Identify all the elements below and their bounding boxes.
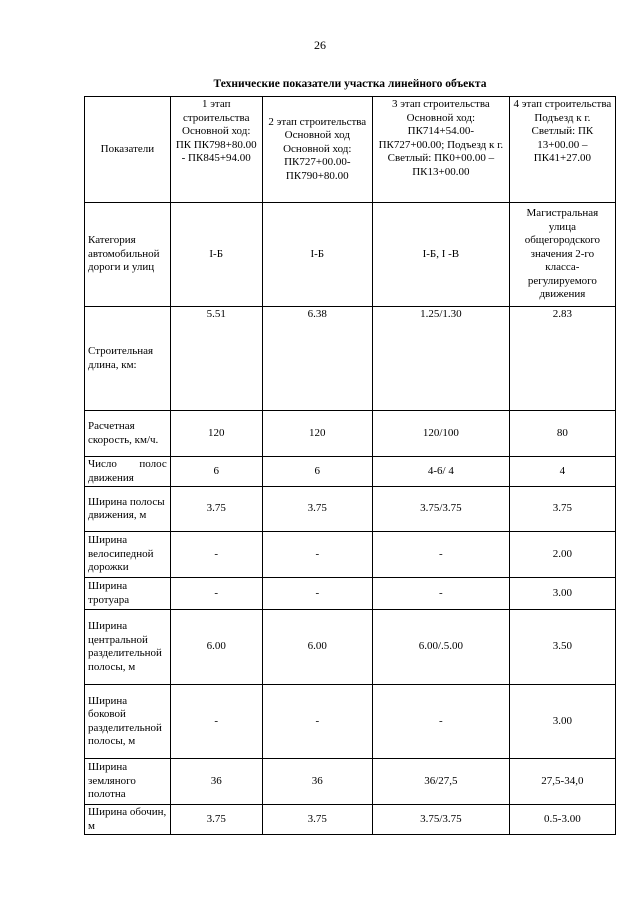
table-cell: 5.51 <box>170 307 262 411</box>
table-cell: 2.00 <box>509 532 615 578</box>
table-cell: I-Б <box>262 203 372 307</box>
header-stage-1: 1 этап строительства Основной ход: ПК ПК798+80.00 - ПК845+94.00 <box>170 97 262 203</box>
table-cell: 0.5-3.00 <box>509 805 615 835</box>
row-label: Число полос движения <box>85 457 171 487</box>
table-row <box>85 532 616 578</box>
table-cell: 6.00/.5.00 <box>372 610 509 685</box>
table-cell: - <box>372 685 509 759</box>
table-row <box>85 759 616 805</box>
table-cell: - <box>170 685 262 759</box>
table-row <box>85 457 616 487</box>
table-cell: 3.75 <box>170 805 262 835</box>
table-cell: 3.75 <box>262 487 372 532</box>
row-label: Строительная длина, км: <box>85 307 171 411</box>
table-cell: 3.75 <box>262 805 372 835</box>
table-row <box>85 307 616 411</box>
table-cell: 6 <box>262 457 372 487</box>
row-label: Ширина центральной разделительной полосы, м <box>85 610 171 685</box>
table-cell: 6 <box>170 457 262 487</box>
table-cell: I-Б <box>170 203 262 307</box>
header-stage-3: 3 этап строительства Основной ход: ПК714+54.00-ПК727+00.00; Подъезд к г. Светлый: ПК0+00.00 – ПК13+00.00 <box>372 97 509 203</box>
table-cell: 120 <box>262 411 372 457</box>
table-row <box>85 487 616 532</box>
table-cell: - <box>262 685 372 759</box>
table-cell: 3.50 <box>509 610 615 685</box>
table-row <box>85 685 616 759</box>
table-cell: 27,5-34,0 <box>509 759 615 805</box>
table-cell: 3.00 <box>509 685 615 759</box>
table-cell: 36 <box>170 759 262 805</box>
row-label: Категория автомобильной дороги и улиц <box>85 203 171 307</box>
table-cell: 3.75 <box>509 487 615 532</box>
table-cell: - <box>170 578 262 610</box>
row-label: Ширина боковой разделительной полосы, м <box>85 685 171 759</box>
table-cell: - <box>262 532 372 578</box>
table-cell: 1.25/1.30 <box>372 307 509 411</box>
table-cell: 3.75/3.75 <box>372 805 509 835</box>
row-label: Ширина обочин, м <box>85 805 171 835</box>
table-cell: 3.00 <box>509 578 615 610</box>
technical-indicators-table <box>84 96 616 835</box>
table-cell: - <box>262 578 372 610</box>
table-cell: - <box>170 532 262 578</box>
table-cell: 4 <box>509 457 615 487</box>
row-label: Ширина полосы движения, м <box>85 487 171 532</box>
table-row <box>85 578 616 610</box>
table-cell: 120 <box>170 411 262 457</box>
table-cell: 36/27,5 <box>372 759 509 805</box>
table-row <box>85 805 616 835</box>
table-header-row <box>85 97 616 203</box>
row-label: Ширина тротуара <box>85 578 171 610</box>
table-cell: - <box>372 532 509 578</box>
table-cell: 3.75 <box>170 487 262 532</box>
table-cell: - <box>372 578 509 610</box>
table-cell: I-Б, I -В <box>372 203 509 307</box>
row-label: Ширина земляного полотна <box>85 759 171 805</box>
header-stage-2: 2 этап строительства Основной ход Основной ход: ПК727+00.00-ПК790+80.00 <box>262 97 372 203</box>
header-stage-4: 4 этап строительства Подъезд к г. Светлый: ПК 13+00.00 – ПК41+27.00 <box>509 97 615 203</box>
row-label: Ширина велосипедной дорожки <box>85 532 171 578</box>
table-cell: 6.00 <box>262 610 372 685</box>
table-row <box>85 610 616 685</box>
table-row <box>85 411 616 457</box>
page-number: 26 <box>314 38 326 52</box>
table-cell: 6.00 <box>170 610 262 685</box>
table-cell: Магистральная улица общегородского значения 2-го класса-регулируемого движения <box>509 203 615 307</box>
table-title: Технические показатели участка линейного объекта <box>213 78 487 90</box>
table-cell: 6.38 <box>262 307 372 411</box>
table-cell: 120/100 <box>372 411 509 457</box>
table-row <box>85 203 616 307</box>
table-cell: 2.83 <box>509 307 615 411</box>
table-cell: 4-6/ 4 <box>372 457 509 487</box>
header-indicators: Показатели <box>85 97 171 203</box>
row-label: Расчетная скорость, км/ч. <box>85 411 171 457</box>
table-cell: 36 <box>262 759 372 805</box>
table-cell: 3.75/3.75 <box>372 487 509 532</box>
table-cell: 80 <box>509 411 615 457</box>
